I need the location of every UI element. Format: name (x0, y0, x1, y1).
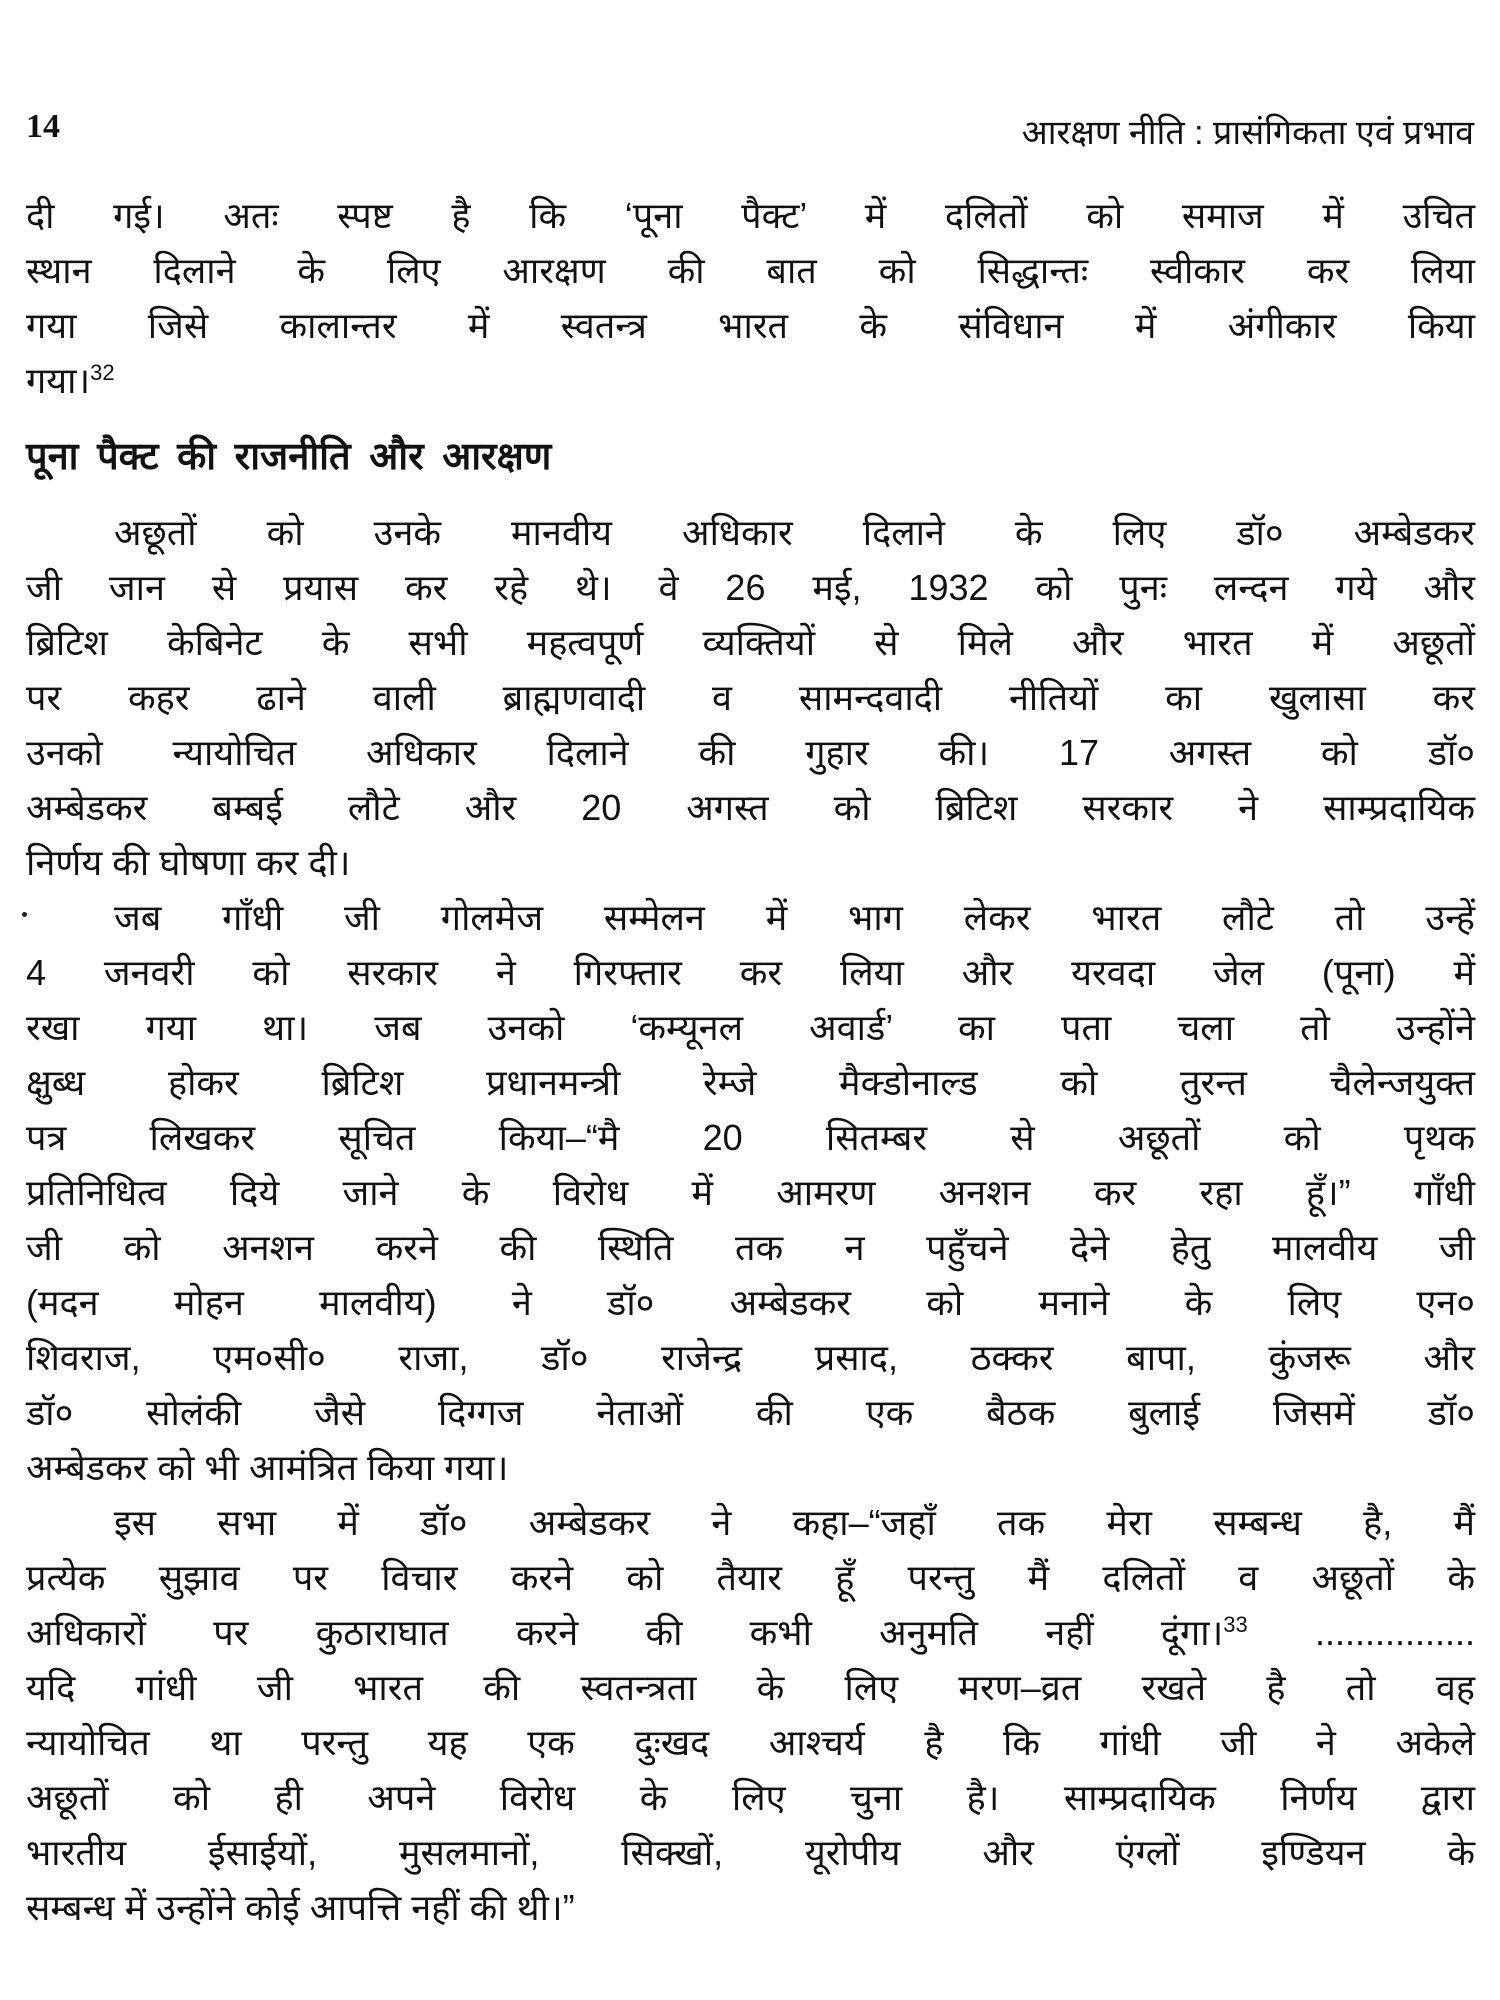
text-line: ब्रिटिश केबिनेट के सभी महत्वपूर्ण व्यक्तियों से मिले और भारत में अछूतों (26, 622, 1475, 663)
text-line: (मदन मोहन मालवीय) ने डॉ० अम्बेडकर को मनाने के लिए एन० (26, 1282, 1475, 1323)
page-header (26, 108, 1474, 158)
text-line: डॉ० सोलंकी जैसे दिग्गज नेताओं की एक बैठक बुलाई जिसमें डॉ० (26, 1392, 1475, 1433)
text-line: न्यायोचित था परन्तु यह एक दुःखद आश्चर्य है कि गांधी जी ने अकेले (26, 1722, 1475, 1763)
text-line: जी जान से प्रयास कर रहे थे। वे 26 मई, 1932 को पुनः लन्दन गये और (26, 567, 1475, 608)
text-line: जी को अनशन करने की स्थिति तक न पहुँचने देने हेतु मालवीय जी (26, 1227, 1475, 1268)
text-line: स्थान दिलाने के लिए आरक्षण की बात को सिद्धान्तः स्वीकार कर लिया (26, 250, 1475, 291)
text-line: अछूतों को ही अपने विरोध के लिए चुना है। साम्प्रदायिक निर्णय द्वारा (26, 1777, 1475, 1818)
text-line: इस सभा में डॉ० अम्बेडकर ने कहा–“जहाँ तक मेरा सम्बन्ध है, मैं (114, 1502, 1475, 1543)
text-line: दी गई। अतः स्पष्ट है कि ‘पूना पैक्ट’ में दलितों को समाज में उचित (26, 195, 1475, 236)
text-line-content: गया। (26, 360, 91, 401)
running-title: आरक्षण नीति : प्रासंगिकता एवं प्रभाव (1021, 114, 1474, 152)
text-line: प्रत्येक सुझाव पर विचार करने को तैयार हूँ परन्तु मैं दलितों व अछूतों के (26, 1557, 1475, 1598)
text-line: गया जिसे कालान्तर में स्वतन्त्र भारत के संविधान में अंगीकार किया (26, 305, 1475, 346)
text-line: अम्बेडकर बम्बई लौटे और 20 अगस्त को ब्रिटिश सरकार ने साम्प्रदायिक (26, 787, 1475, 828)
text-line: प्रतिनिधित्व दिये जाने के विरोध में आमरण अनशन कर रहा हूँ।” गाँधी (26, 1172, 1475, 1213)
ellipsis: ................ (1314, 1612, 1475, 1653)
text-line: भारतीय ईसाईयों, मुसलमानों, सिक्खों, यूरोपीय और एंग्लों इण्डियन के (26, 1832, 1475, 1873)
text-line: पर कहर ढाने वाली ब्राह्मणवादी व सामन्दवादी नीतियों का खुलासा कर (26, 677, 1475, 718)
footnote-ref: 32 (90, 360, 115, 385)
text-line: रखा गया था। जब उनको ‘कम्यूनल अवार्ड’ का पता चला तो उन्होंने (26, 1007, 1475, 1048)
text-line: अछूतों को उनके मानवीय अधिकार दिलाने के लिए डॉ० अम्बेडकर (114, 512, 1475, 553)
footnote-ref: 33 (1223, 1612, 1248, 1637)
text-line (26, 353, 1475, 408)
text-line: पत्र लिखकर सूचित किया–“मै 20 सितम्बर से अछूतों को पृथक (26, 1117, 1475, 1158)
section-heading: पूना पैक्ट की राजनीति और आरक्षण (26, 436, 552, 478)
text-line: अम्बेडकर को भी आमंत्रित किया गया। (26, 1447, 509, 1488)
text-line (26, 1605, 1475, 1660)
intro-paragraph (26, 188, 1475, 408)
text-line: यदि गांधी जी भारत की स्वतन्त्रता के लिए मरण–व्रत रखते है तो वह (26, 1667, 1475, 1708)
text-line-content: अधिकारों पर कुठाराघात करने की कभी अनुमति नहीं दूंगा। (26, 1612, 1224, 1653)
text-line: निर्णय की घोषणा कर दी। (26, 842, 351, 883)
text-line: उनको न्यायोचित अधिकार दिलाने की गुहार की। 17 अगस्त को डॉ० (26, 732, 1475, 773)
text-line: 4 जनवरी को सरकार ने गिरफ्तार कर लिया और यरवदा जेल (पूना) में (26, 952, 1475, 993)
body-paragraphs (26, 505, 1475, 1935)
text-line: क्षुब्ध होकर ब्रिटिश प्रधानमन्त्री रेम्जे मैक्डोनाल्ड को तुरन्त चैलेन्जयुक्त (26, 1062, 1475, 1103)
text-line: जब गाँधी जी गोलमेज सम्मेलन में भाग लेकर भारत लौटे तो उन्हें (114, 897, 1475, 938)
text-line: शिवराज, एम०सी० राजा, डॉ० राजेन्द्र प्रसाद, ठक्कर बापा, कुंजरू और (26, 1337, 1475, 1378)
page-number: 14 (26, 108, 60, 145)
text-line: सम्बन्ध में उन्होंने कोई आपत्ति नहीं की थी।” (26, 1887, 575, 1928)
